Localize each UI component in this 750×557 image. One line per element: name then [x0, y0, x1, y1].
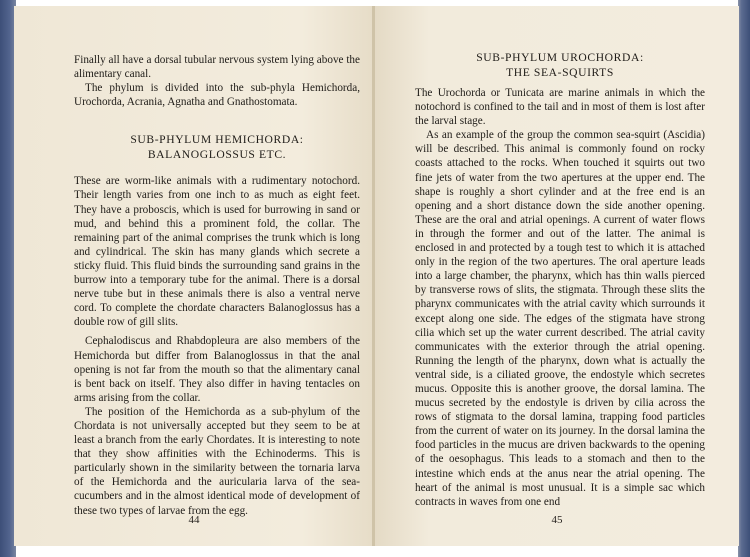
section-heading-urochorda — [415, 50, 705, 80]
heading-line-2: THE SEA-SQUIRTS — [506, 66, 614, 79]
left-page — [14, 6, 374, 546]
paragraph-1: These are worm-like animals with a rudimentary notochord. Their length varies from one inch to as much as eight feet. They have a proboscis, which is used for burrowing in sand or mud, and behind this a prominent fold, the collar. The remaining part of the animal comprises the trunk which is long and cylindrical. The skin has many glands which secrete a sticky fluid. This fluid binds the surrounding sand grains in the burrow into a temporary tube for the animal. There is a dorsal nerve tube but in these animals there is also a ventral nerve cord. To complete the chordate characters Balanoglossus has a double row of gill slits. — [74, 175, 360, 329]
left-page-text — [74, 53, 360, 518]
page-number-right: 45 — [551, 514, 563, 526]
paragraph-3: The position of the Hemichorda as a sub-phylum of the Chordata is not universally accepted but they seem to be at least a branch from the early Chordates. It is interesting to note that they show affinities with the Echinoderms. This is particularly shown in the similarity between the tornaria larva of the Hemichorda and the auricularia larva of the sea-cucumbers and in the almost identical mode of development of these two types of larvae from the egg. — [74, 405, 360, 517]
page-number-left: 44 — [188, 514, 200, 526]
right-page-text — [415, 50, 705, 509]
right-page — [375, 6, 739, 546]
paragraph-2: As an example of the group the common sea-squirt (Ascidia) will be described. This animal is commonly found on rocky coasts attached to the rocks. When touched it squirts out two fine jets of water from the two apertures at the upper end. The shape is roughly a short cylinder and at the free end is an opening and a short distance down the side another opening. These are the oral and atrial openings. A current of water flows in through the former and out of the latter. The animal is enclosed in and protected by a tough test to which it is attached only in the region of the two apertures. The oral aperture leads into a large chamber, the pharynx, which has thin walls pierced by transverse rows of slits, the stigmata. Through these slits the pharynx communicates with the atrial cavity which surrounds it except along one side. The edges of the stigmata have strong cilia which set up the water current described. The atrial cavity communicates with the exterior through the atrial opening. Running the length of the pharynx, down what is actually the ventral side, is a ciliated groove, the endostyle which secretes mucus. Opposite this is another groove, the dorsal lamina. The mucus secreted by the endostyle is driven by cilia across the rows of stigmata to the dorsal lamina, trapping food particles from the current of water on its journey. In the dorsal lamina the food particles in the mucus are driven backwards to the opening of the oesophagus. This leads to a stomach and then to the intestine which ends at the anus near the atrial opening. The heart of the animal is most unusual. It is a simple sac which contracts in waves from one end — [415, 129, 705, 508]
paragraph-2: Cephalodiscus and Rhabdopleura are also members of the Hemichorda but differ from Balanoglossus in that the anal opening is not far from the mouth so that the alimentary canal is bent back on itself. They also differ in having tentacles on arms arising from the collar. — [74, 335, 360, 404]
intro-paragraph-2: The phylum is divided into the sub-phyla Hemichorda, Urochorda, Acrania, Agnatha and Gnathostomata. — [74, 82, 360, 109]
section-heading-hemichorda — [74, 132, 360, 162]
heading-line-1: SUB-PHYLUM UROCHORDA: — [476, 51, 644, 64]
heading-line-2: BALANOGLOSSUS ETC. — [147, 148, 287, 162]
paragraph-1: The Urochorda or Tunicata are marine animals in which the notochord is confined to the tail and in most of them is lost after the larval stage. — [415, 87, 705, 128]
book-cover-right-edge — [738, 0, 750, 557]
intro-paragraph-1: Finally all have a dorsal tubular nervous system lying above the alimentary canal. — [74, 54, 360, 81]
heading-line-1: SUB-PHYLUM HEMICHORDA: — [130, 133, 304, 147]
